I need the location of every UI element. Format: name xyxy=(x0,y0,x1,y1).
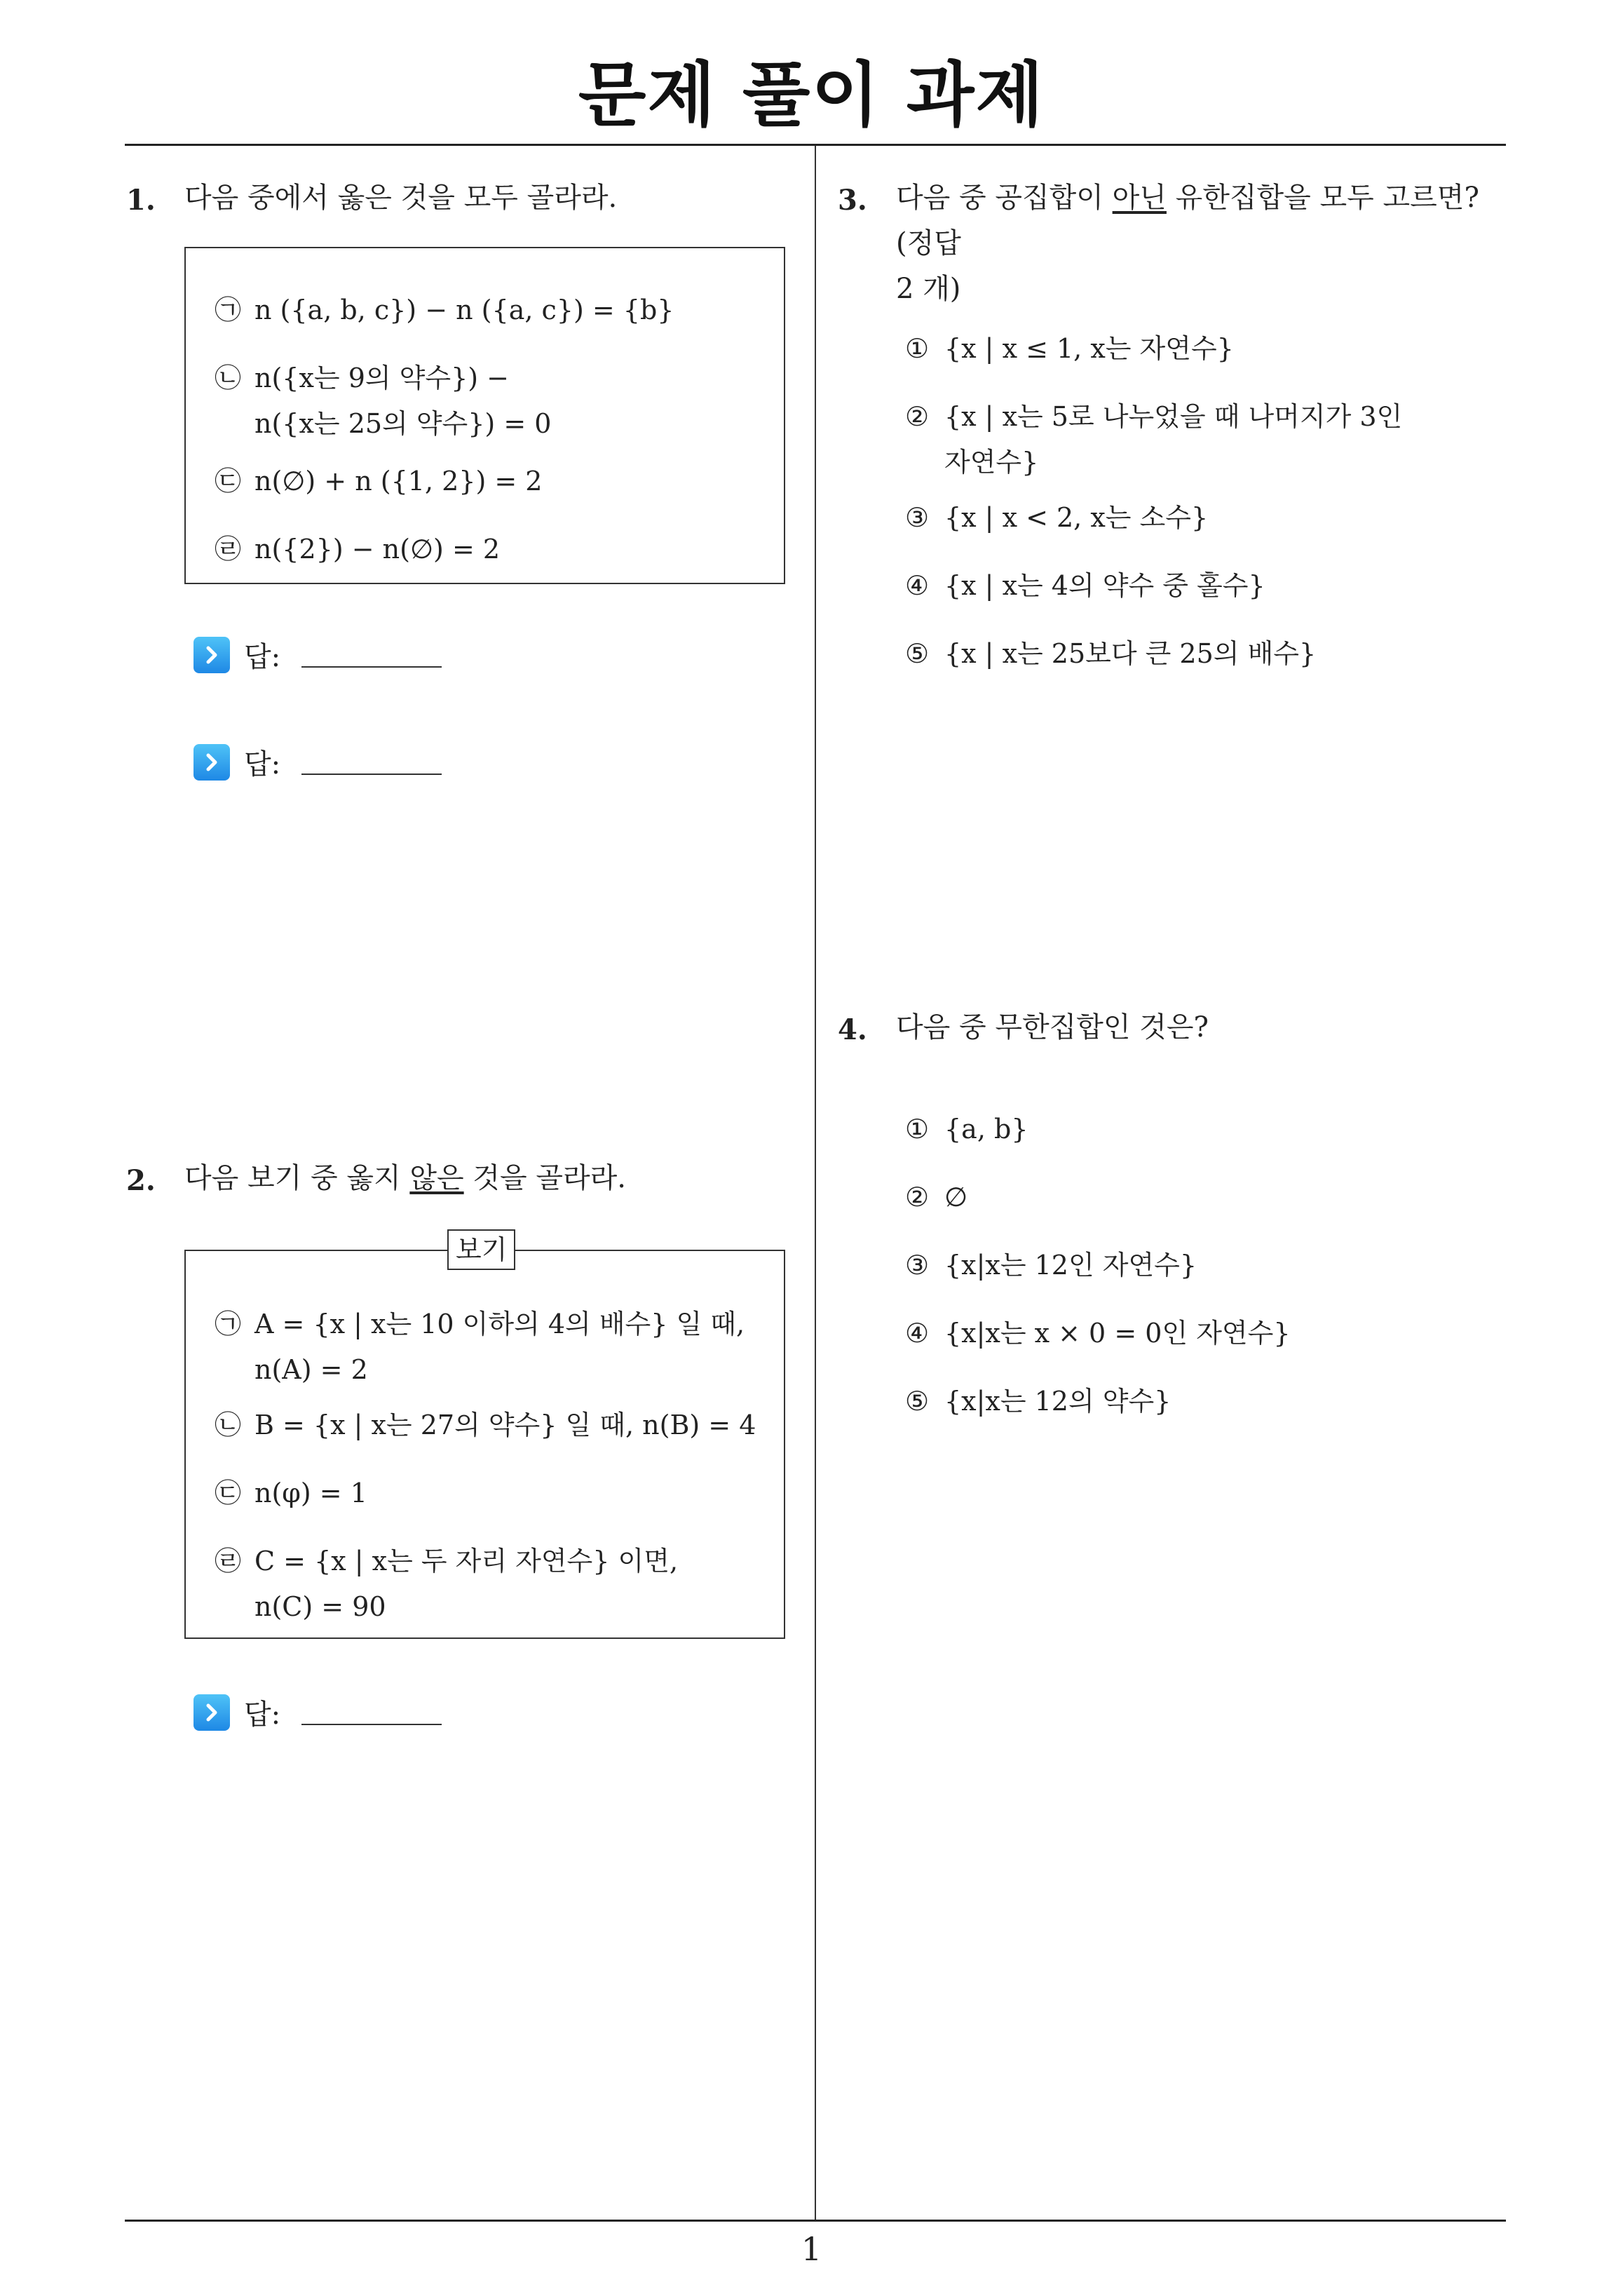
choice-text: {x | x는 25보다 큰 25의 배수} xyxy=(944,638,1317,669)
problem-1-item-1 xyxy=(214,288,674,333)
answer-label: 답: xyxy=(244,641,281,673)
item-text-continued: n({x는 25의 약수}) = 0 xyxy=(254,408,552,439)
prompt-text: 2 개) xyxy=(896,273,961,305)
item-text-continued: n(C) = 90 xyxy=(254,1591,386,1622)
problem-3-number: 3. xyxy=(838,184,867,217)
answer-blank[interactable] xyxy=(301,1700,442,1725)
problem-2-item-4 xyxy=(214,1539,678,1630)
item-text: n ({a, b, c}) − n ({a, c}) = {b} xyxy=(254,295,674,325)
answer-blank[interactable] xyxy=(301,642,442,668)
choice-marker: ② xyxy=(904,401,930,432)
problem-4-choice-2[interactable] xyxy=(902,1175,967,1220)
problem-4-choice-4[interactable] xyxy=(902,1311,1291,1356)
prompt-emphasis: 않은 xyxy=(409,1162,464,1194)
choice-text: {x|x는 12의 약수} xyxy=(944,1386,1172,1417)
choice-marker: ④ xyxy=(904,570,930,601)
item-text: n(φ) = 1 xyxy=(254,1478,367,1508)
answer-label: 답: xyxy=(244,748,281,781)
choice-marker: ⑤ xyxy=(904,1386,930,1417)
problem-4-number: 4. xyxy=(838,1013,867,1046)
prompt-text: 것을 골라라. xyxy=(463,1162,626,1194)
choice-marker: ① xyxy=(904,1114,930,1144)
problem-4-choice-5[interactable] xyxy=(902,1379,1171,1424)
item-marker: ㉣ xyxy=(214,534,241,565)
page-number: 1 xyxy=(801,2230,822,2268)
problem-1-prompt: 다음 중에서 옳은 것을 모두 골라라. xyxy=(184,182,618,214)
choice-text: {x|x는 12인 자연수} xyxy=(944,1250,1197,1281)
chevron-right-icon xyxy=(193,637,230,673)
problem-2-prompt xyxy=(184,1156,626,1201)
problem-3-choice-5[interactable] xyxy=(902,631,1316,677)
column-divider xyxy=(815,146,816,2220)
problem-1-item-4 xyxy=(214,527,500,572)
item-text: n({x는 9의 약수}) − xyxy=(254,363,509,393)
answer-label: 답: xyxy=(244,1699,281,1731)
choice-marker: ② xyxy=(904,1182,930,1213)
item-marker: ㉢ xyxy=(214,466,241,497)
bogi-label: 보기 xyxy=(447,1229,515,1270)
problem-3-choice-2[interactable] xyxy=(902,394,1402,485)
item-text: n(∅) + n ({1, 2}) = 2 xyxy=(254,466,543,497)
item-marker: ㉠ xyxy=(214,1309,241,1339)
choice-text: {x | x < 2, x는 소수} xyxy=(944,502,1209,533)
page-title: 문제 풀이 과제 xyxy=(578,54,1045,136)
problem-2-item-3 xyxy=(214,1471,367,1516)
choice-text-continued: 자연수} xyxy=(944,447,1039,478)
item-marker: ㉡ xyxy=(214,363,241,393)
choice-text: {x | x는 4의 약수 중 홀수} xyxy=(944,570,1265,601)
item-marker: ㉡ xyxy=(214,1410,241,1440)
problem-3-choice-4[interactable] xyxy=(902,563,1265,609)
item-text: A = {x | x는 10 이하의 4의 배수} 일 때, xyxy=(254,1309,745,1339)
prompt-text: 다음 중 공집합이 xyxy=(896,182,1113,214)
choice-marker: ⑤ xyxy=(904,638,930,669)
prompt-emphasis: 아닌 xyxy=(1112,182,1167,214)
choice-text: ∅ xyxy=(944,1182,968,1213)
problem-1-item-3 xyxy=(214,459,542,504)
choice-text: {x | x는 5로 나누었을 때 나머지가 3인 xyxy=(944,401,1403,432)
choice-marker: ④ xyxy=(904,1318,930,1349)
problem-2-item-2 xyxy=(214,1403,756,1448)
item-text-continued: n(A) = 2 xyxy=(254,1354,368,1385)
problem-3-prompt xyxy=(896,175,1513,312)
choice-text: {x|x는 x × 0 = 0인 자연수} xyxy=(944,1318,1291,1349)
problem-1-answer-1 xyxy=(193,635,442,675)
item-text: n({2}) − n(∅) = 2 xyxy=(254,534,501,565)
prompt-text: 다음 보기 중 옳지 xyxy=(184,1162,410,1194)
problem-3-choice-1[interactable] xyxy=(902,326,1234,372)
choice-marker: ① xyxy=(904,333,930,364)
footer-rule xyxy=(125,2220,1506,2222)
problem-2-item-1 xyxy=(214,1302,745,1393)
problem-4-choice-1[interactable] xyxy=(902,1107,1028,1152)
problem-2-answer xyxy=(193,1692,442,1732)
chevron-right-icon xyxy=(193,1694,230,1731)
choice-marker: ③ xyxy=(904,1250,930,1281)
item-marker: ㉣ xyxy=(214,1546,241,1576)
item-marker: ㉢ xyxy=(214,1478,241,1508)
answer-blank[interactable] xyxy=(301,750,442,775)
problem-1-item-2 xyxy=(214,356,551,447)
problem-1-answer-2 xyxy=(193,742,442,782)
problem-1-number: 1. xyxy=(126,184,156,217)
item-marker: ㉠ xyxy=(214,295,241,325)
choice-text: {x | x ≤ 1, x는 자연수} xyxy=(944,333,1234,364)
item-text: C = {x | x는 두 자리 자연수} 이면, xyxy=(254,1546,679,1576)
problem-3-choice-3[interactable] xyxy=(902,495,1208,541)
problem-2-number: 2. xyxy=(126,1164,156,1197)
choice-marker: ③ xyxy=(904,502,930,533)
choice-text: {a, b} xyxy=(944,1114,1028,1144)
prompt-text: 유한집합을 모두 고르면? (정답 xyxy=(896,182,1479,259)
item-text: B = {x | x는 27의 약수} 일 때, n(B) = 4 xyxy=(254,1410,756,1440)
problem-4-prompt: 다음 중 무한집합인 것은? xyxy=(896,1011,1209,1044)
chevron-right-icon xyxy=(193,744,230,781)
problem-4-choice-3[interactable] xyxy=(902,1243,1197,1288)
